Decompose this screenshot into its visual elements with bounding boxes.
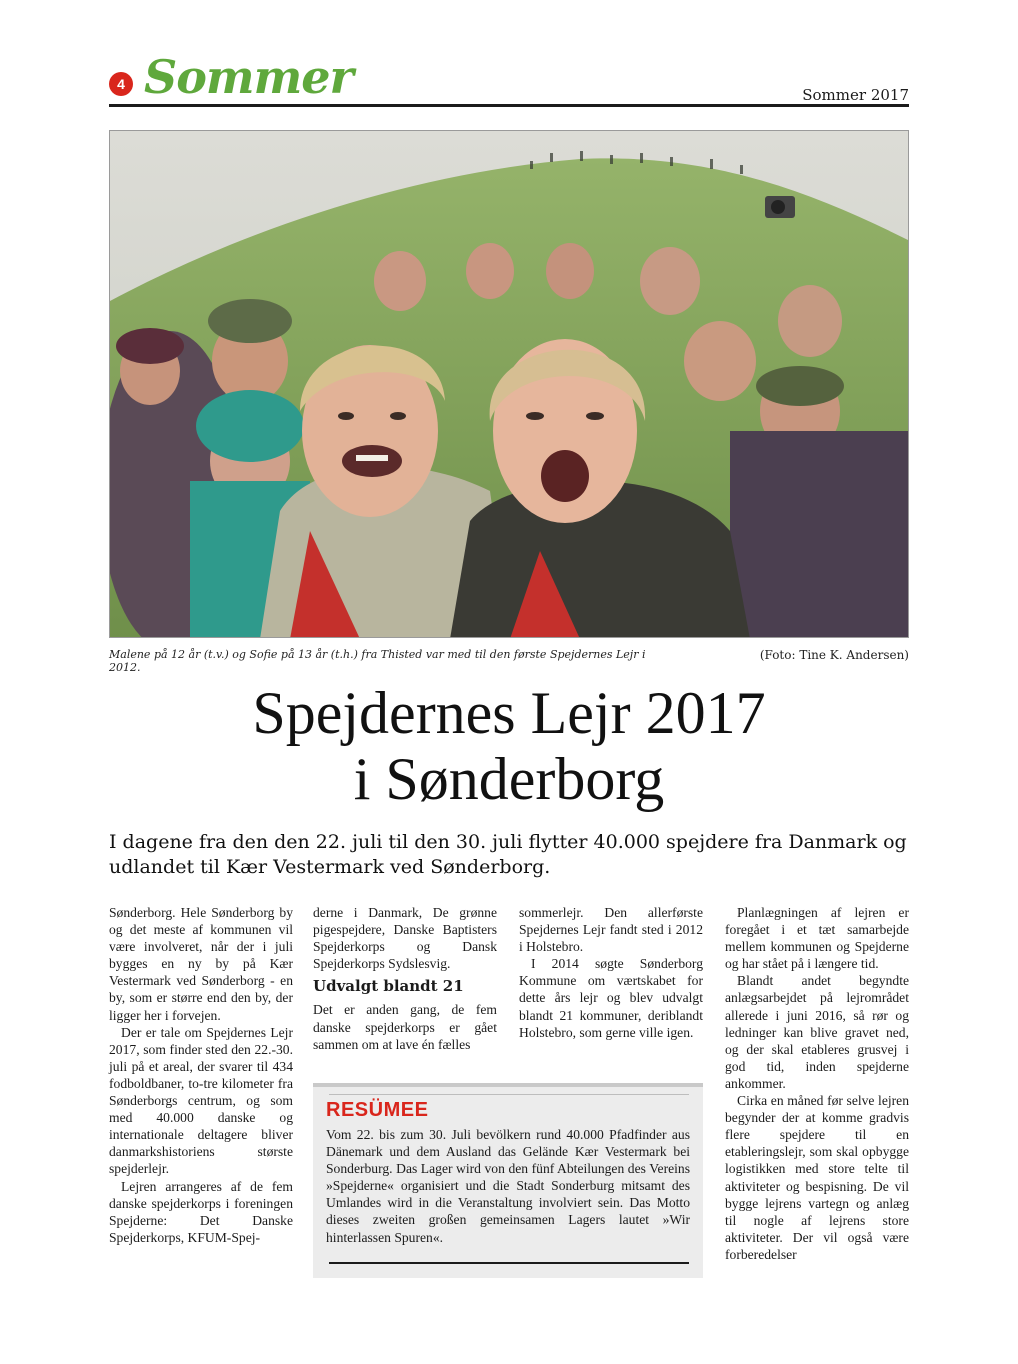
body-paragraph: Cirka en måned før selve lejren begynder der at komme gradvis flere spejdere til en etableringslejr, som skal opbygge logistikken med store telte til aktiviteter og bespisning. De vil bygge lejrens vartegn og anlæg til nogle af lejrens store aktiviteter. Der vil også være forberedelser — [725, 1093, 909, 1262]
section-logo: Sommer — [144, 50, 353, 104]
resumee-title: RESÜMEE — [326, 1099, 429, 1121]
article-column-3 — [519, 904, 703, 1041]
article-column-4 — [725, 904, 909, 1263]
body-paragraph: derne i Danmark, De grønne pigespejdere, Danske Baptisters Spejderkorps og Dansk Spejderkorps Sydslesvig. — [313, 905, 497, 972]
headline — [109, 680, 909, 812]
body-paragraph: Lejren arrangeres af de fem danske spejderkorps i foreningen Spejderne: Det Danske Spejderkorps, KFUM-Spej- — [109, 1178, 293, 1245]
headline-line-2: i Sønderborg — [353, 746, 665, 812]
header-rule — [109, 104, 909, 107]
resumee-text: Vom 22. bis zum 30. Juli bevölkern rund 40.000 Pfadfinder aus Dänemark und dem Ausland das Gelände Kær Vestermark bei Sonderburg. Das Lager wird von den fünf Abteilungen des Vereins »Spejderne« organisiert und die Stadt Sonderburg mitsamt des Umlandes wird in die Veranstaltung involviert sein. Das Motto dieses zweiten großen gemeinsamen Lagers lautet »Wir hinterlassen Spuren«. — [326, 1127, 690, 1245]
scouts-photo — [109, 130, 909, 638]
page-number-badge: 4 — [109, 72, 133, 96]
body-paragraph: Planlægningen af lejren er foregået i et tæt samarbejde mellem kommunen og Spejderne og har stået på i længere tid. — [725, 905, 909, 972]
body-paragraph: Det er anden gang, de fem danske spejderkorps er gået sammen om at lave én fælles — [313, 1002, 497, 1052]
subheading: Udvalgt blandt 21 — [313, 977, 464, 996]
body-paragraph: Der er tale om Spejdernes Lejr 2017, som finder sted den 22.-30. juli på et areal, der svarer til 434 fodboldbaner, to-tre kilometer fra Sønderborgs centrum, og som med 40.000 danske og internationale deltagere bliver danmarkshistoriens største spejderlejr. — [109, 1024, 293, 1177]
body-paragraph: Blandt andet begyndte anlægsarbejdet på lejrområdet allerede i juni 2016, så rør og ledninger kan blive gravet ned, og der skal etableres grusvej i god tid, inden spejderne ankommer. — [725, 973, 909, 1091]
article-column-1 — [109, 904, 293, 1246]
body-paragraph: I 2014 søgte Sønderborg Kommune om værtskabet for dette års lejr og blev udvalgt blandt 21 kommuner, deriblandt Holstebro, som gerne ville igen. — [519, 956, 703, 1040]
photo-credit: (Foto: Tine K. Andersen) — [759, 648, 909, 662]
headline-line-1: Spejdernes Lejr 2017 — [252, 680, 766, 746]
issue-label: Sommer 2017 — [802, 86, 909, 104]
photo-caption: Malene på 12 år (t.v.) og Sofie på 13 år (t.h.) fra Thisted var med til den første Spejdernes Lejr i 2012. — [109, 648, 646, 674]
lead-paragraph: I dagene fra den den 22. juli til den 30. juli flytter 40.000 spejdere fra Danmark og udlandet til Kær Vestermark ved Sønderborg. — [109, 831, 907, 878]
resumee-bottom-rule — [329, 1262, 689, 1264]
body-paragraph: sommerlejr. Den allerførste Spejdernes Lejr fandt sted i 2012 i Holstebro. — [519, 905, 703, 955]
resumee-top-rule — [329, 1094, 689, 1095]
body-paragraph: Sønderborg. Hele Sønderborg by og det meste af kommunen vil være involveret, når der i juli bygges en ny by på Kær Vestermark ved Sønderborg - en by, som er større end den by, der ligger her i forvejen. — [109, 905, 293, 1023]
article-column-2 — [313, 904, 497, 1053]
